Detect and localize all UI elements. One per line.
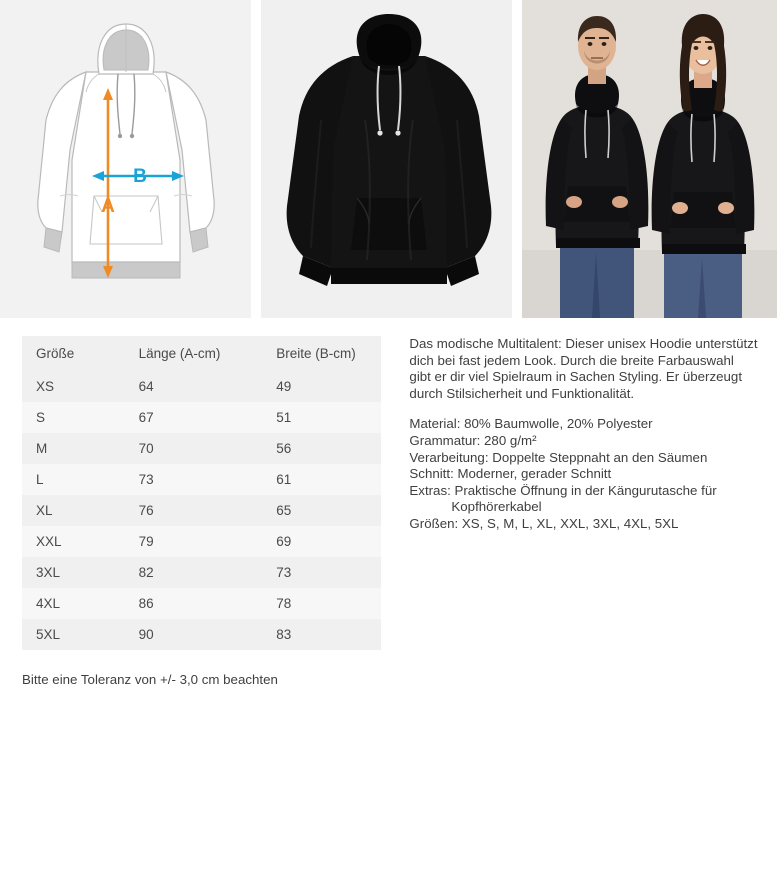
description-specs (409, 416, 759, 532)
description-intro: Das modische Multitalent: Dieser unisex Hoodie unterstützt dich bei fast jedem Look. Durch die breite Farbauswahl gibt er dir viel Spielraum in Sachen Styling. Er überzeugt durch Stilsicherheit und Funktionalität. (409, 336, 758, 401)
spec-extras: Extras: Praktische Öffnung in der Kängurutasche für (409, 482, 717, 498)
technical-drawing-hoodie-icon (0, 0, 251, 318)
spec-grammatur: Grammatur: 280 g/m² (409, 432, 537, 448)
details-section (0, 336, 777, 650)
cell-width: 69 (262, 526, 381, 557)
cell-length: 70 (125, 433, 263, 464)
cell-size: XS (22, 371, 125, 402)
spec-verarbeitung: Verarbeitung: Doppelte Steppnaht an den Säumen (409, 449, 708, 465)
cell-width: 83 (262, 619, 381, 650)
column-header-size: Größe (22, 336, 125, 371)
cell-size: L (22, 464, 125, 495)
cell-length: 90 (125, 619, 263, 650)
technical-drawing-card (0, 0, 251, 318)
spec-material: Material: 80% Baumwolle, 20% Polyester (409, 416, 653, 432)
cell-length: 73 (125, 464, 263, 495)
spec-schnitt: Schnitt: Moderner, gerader Schnitt (409, 466, 612, 482)
cell-length: 76 (125, 495, 263, 526)
table-header-row (22, 336, 381, 371)
models-wearing-hoodies-photo (522, 0, 777, 318)
product-photo-card (261, 0, 512, 318)
product-image-gallery (0, 0, 777, 318)
cell-length: 79 (125, 526, 263, 557)
table-row (22, 495, 381, 526)
cell-size: 3XL (22, 557, 125, 588)
column-header-width: Breite (B-cm) (262, 336, 381, 371)
product-description (381, 336, 759, 650)
measurement-label-b: B (133, 166, 147, 187)
table-row (22, 402, 381, 433)
table-row (22, 433, 381, 464)
cell-length: 82 (125, 557, 263, 588)
spec-groessen: Größen: XS, S, M, L, XL, XXL, 3XL, 4XL, 5XL (409, 515, 679, 531)
table-row (22, 526, 381, 557)
cell-size: S (22, 402, 125, 433)
measurement-label-a: A (101, 196, 115, 217)
cell-size: XL (22, 495, 125, 526)
cell-width: 61 (262, 464, 381, 495)
table-row (22, 588, 381, 619)
models-photo-card (522, 0, 777, 318)
cell-size: XXL (22, 526, 125, 557)
table-row (22, 371, 381, 402)
cell-length: 67 (125, 402, 263, 433)
black-hoodie-photo (261, 0, 512, 318)
table-row (22, 557, 381, 588)
cell-width: 49 (262, 371, 381, 402)
cell-width: 51 (262, 402, 381, 433)
cell-length: 64 (125, 371, 263, 402)
cell-size: M (22, 433, 125, 464)
cell-width: 65 (262, 495, 381, 526)
cell-length: 86 (125, 588, 263, 619)
column-header-length: Länge (A-cm) (125, 336, 263, 371)
table-row (22, 619, 381, 650)
cell-size: 5XL (22, 619, 125, 650)
cell-size: 4XL (22, 588, 125, 619)
cell-width: 78 (262, 588, 381, 619)
table-row (22, 464, 381, 495)
spec-extras-continued: Kopfhörerkabel (451, 499, 542, 515)
cell-width: 56 (262, 433, 381, 464)
tolerance-note: Bitte eine Toleranz von +/- 3,0 cm beachten (22, 672, 278, 687)
size-chart-table (22, 336, 381, 650)
cell-width: 73 (262, 557, 381, 588)
